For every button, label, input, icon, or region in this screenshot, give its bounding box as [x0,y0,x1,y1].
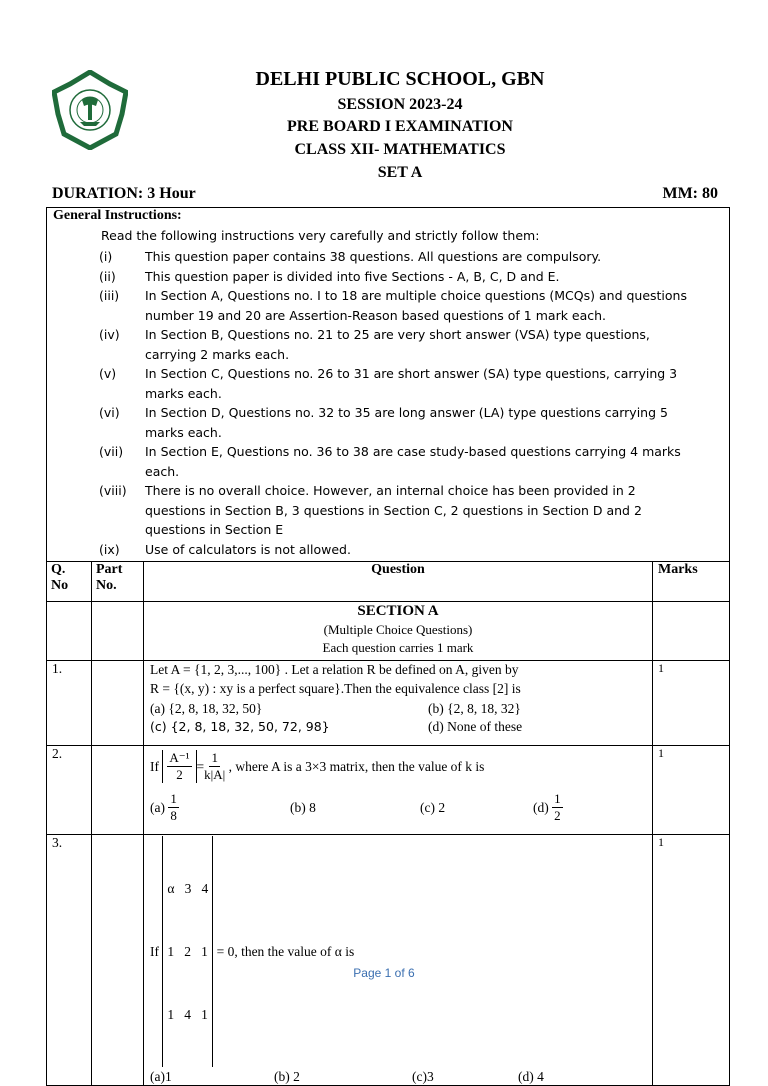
instruction-number: (iv) [99,327,120,342]
max-marks: MM: 80 [662,185,718,202]
instruction-item [99,403,719,442]
instruction-item [99,364,719,403]
question-marks: 1 [653,746,730,835]
instruction-text: In Section B, Questions no. 21 to 25 are very short answer (VSA) type questions, carrying 2 marks each. [145,327,650,362]
question-body: Let A = {1, 2, 3,..., 100} . Let a relation R be defined on A, given by R = {(x, y) : xy is a perfect square}.Then the equivalence class [2] is (a) {2, 8, 18, 32, 50} (b) {2, 8, 18, 32} (c) {2, 8, 18, 32, 50, 72, 98} (d) None of these [144,661,653,746]
session: SESSION 2023-24 [337,96,463,113]
class-subject: CLASS XII- MATHEMATICS [294,141,506,158]
question-marks: 1 [653,835,730,1086]
instruction-item [99,267,719,287]
instruction-item [99,247,719,267]
question-body: If $\frac{\text{A⁻¹}}{2}$ = $\frac{1}{k|A|}$ , where A is a 3×3 matrix, then the value of k is (a) $\frac{1}{8}$ (b) 8 (c) 2 (d) $\frac{1}{2}$ [144,746,653,835]
instruction-text: In Section A, Questions no. I to 18 are multiple choice questions (MCQs) and questions number 19 and 20 are Assertion-Reason based questions of 1 mark each. [145,288,687,323]
header-part: Part No. [92,562,144,602]
instruction-text: In Section E, Questions no. 36 to 38 are case study-based questions carrying 4 marks each. [145,444,681,479]
instruction-item [99,286,719,325]
instruction-number: (ii) [99,268,116,284]
question-row [47,746,730,835]
question-table [46,561,730,1086]
exam-name: PRE BOARD I EXAMINATION [287,118,513,135]
section-heading: SECTION A (Multiple Choice Questions) Each question carries 1 mark [144,602,653,661]
instruction-text: Use of calculators is not allowed. [145,541,351,557]
question-row [47,835,730,1086]
general-instructions [46,207,730,562]
question-marks: 1 [653,661,730,746]
page-number: Page 1 of 6 [353,966,415,980]
question-number: 1. [47,661,92,746]
instruction-number: (i) [99,249,113,264]
set-name: SET A [377,164,423,181]
duration: DURATION: 3 Hour [52,185,196,202]
instructions-intro: Read the following instructions very carefully and strictly follow them: [101,228,540,243]
instructions-title: General Instructions: [53,208,182,223]
instruction-number: (viii) [99,483,127,498]
instruction-number: (vi) [99,405,120,420]
instruction-text: In Section C, Questions no. 26 to 31 are short answer (SA) type questions, carrying 3 marks each. [145,366,678,401]
instruction-number: (iii) [99,288,120,303]
instruction-text: This question paper is divided into five Sections - A, B, C, D and E. [145,268,560,284]
question-number: 2. [47,746,92,835]
instruction-number: (ix) [99,541,120,557]
instruction-text: There is no overall choice. However, an internal choice has been provided in 2 questions in Section B, 3 questions in Section C, 2 questions in Section D and 2 questions in Section E [145,483,642,537]
question-number: 3. [47,835,92,1086]
instruction-item [99,540,719,560]
school-name: DELHI PUBLIC SCHOOL, GBN [255,68,545,90]
instruction-text: In Section D, Questions no. 32 to 35 are long answer (LA) type questions carrying 5 marks each. [145,405,668,440]
instruction-item [99,442,719,481]
instruction-number: (v) [99,366,117,381]
instruction-item [99,481,719,540]
header-marks: Marks [653,562,730,602]
instruction-item [99,325,719,364]
header-question: Question [144,562,653,602]
question-body: If α 3 4 1 2 1 1 4 1 = 0, then the value of α is (a)1 (b) 2 (c)3 (d) 4 [144,835,653,1086]
question-row [47,661,730,746]
instruction-text: This question paper contains 38 questions. All questions are compulsory. [145,249,602,264]
school-logo [52,70,128,150]
instruction-number: (vii) [99,444,124,459]
header-qno: Q. No [47,562,92,602]
